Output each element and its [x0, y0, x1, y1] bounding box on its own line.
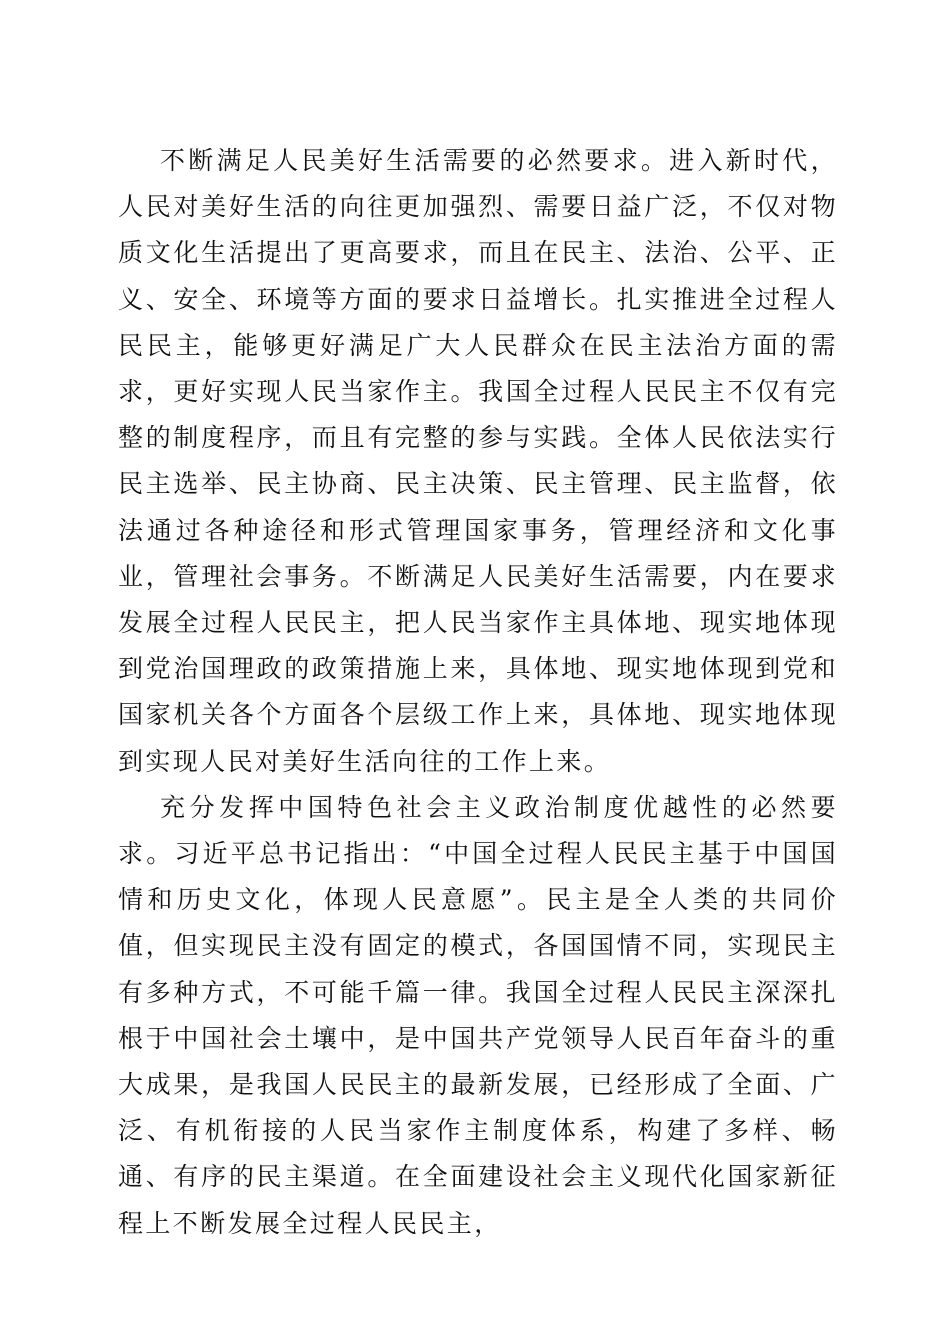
document-body [118, 138, 838, 1247]
paragraph-2: 充分发挥中国特色社会主义政治制度优越性的必然要求。习近平总书记指出：“中国全过程人民民主基于中国国情和历史文化，体现人民意愿”。民主是全人类的共同价值，但实现民主没有固定的模式，各国国情不同，实现民主有多种方式，不可能千篇一律。我国全过程人民民主深深扎根于中国社会土壤中，是中国共产党领导人民百年奋斗的重大成果，是我国人民民主的最新发展，已经形成了全面、广泛、有机衔接的人民当家作主制度体系，构建了多样、畅通、有序的民主渠道。在全面建设社会主义现代化国家新征程上不断发展全过程人民民主， [118, 792, 838, 1238]
paragraph-1: 不断满足人民美好生活需要的必然要求。进入新时代，人民对美好生活的向往更加强烈、需要日益广泛，不仅对物质文化生活提出了更高要求，而且在民主、法治、公平、正义、安全、环境等方面的要求日益增长。扎实推进全过程人民民主，能够更好满足广大人民群众在民主法治方面的需求，更好实现人民当家作主。我国全过程人民民主不仅有完整的制度程序，而且有完整的参与实践。全体人民依法实行民主选举、民主协商、民主决策、民主管理、民主监督，依法通过各种途径和形式管理国家事务，管理经济和文化事业，管理社会事务。不断满足人民美好生活需要，内在要求发展全过程人民民主，把人民当家作主具体地、现实地体现到党治国理政的政策措施上来，具体地、现实地体现到党和国家机关各个方面各个层级工作上来，具体地、现实地体现到实现人民对美好生活向往的工作上来。 [118, 146, 838, 776]
